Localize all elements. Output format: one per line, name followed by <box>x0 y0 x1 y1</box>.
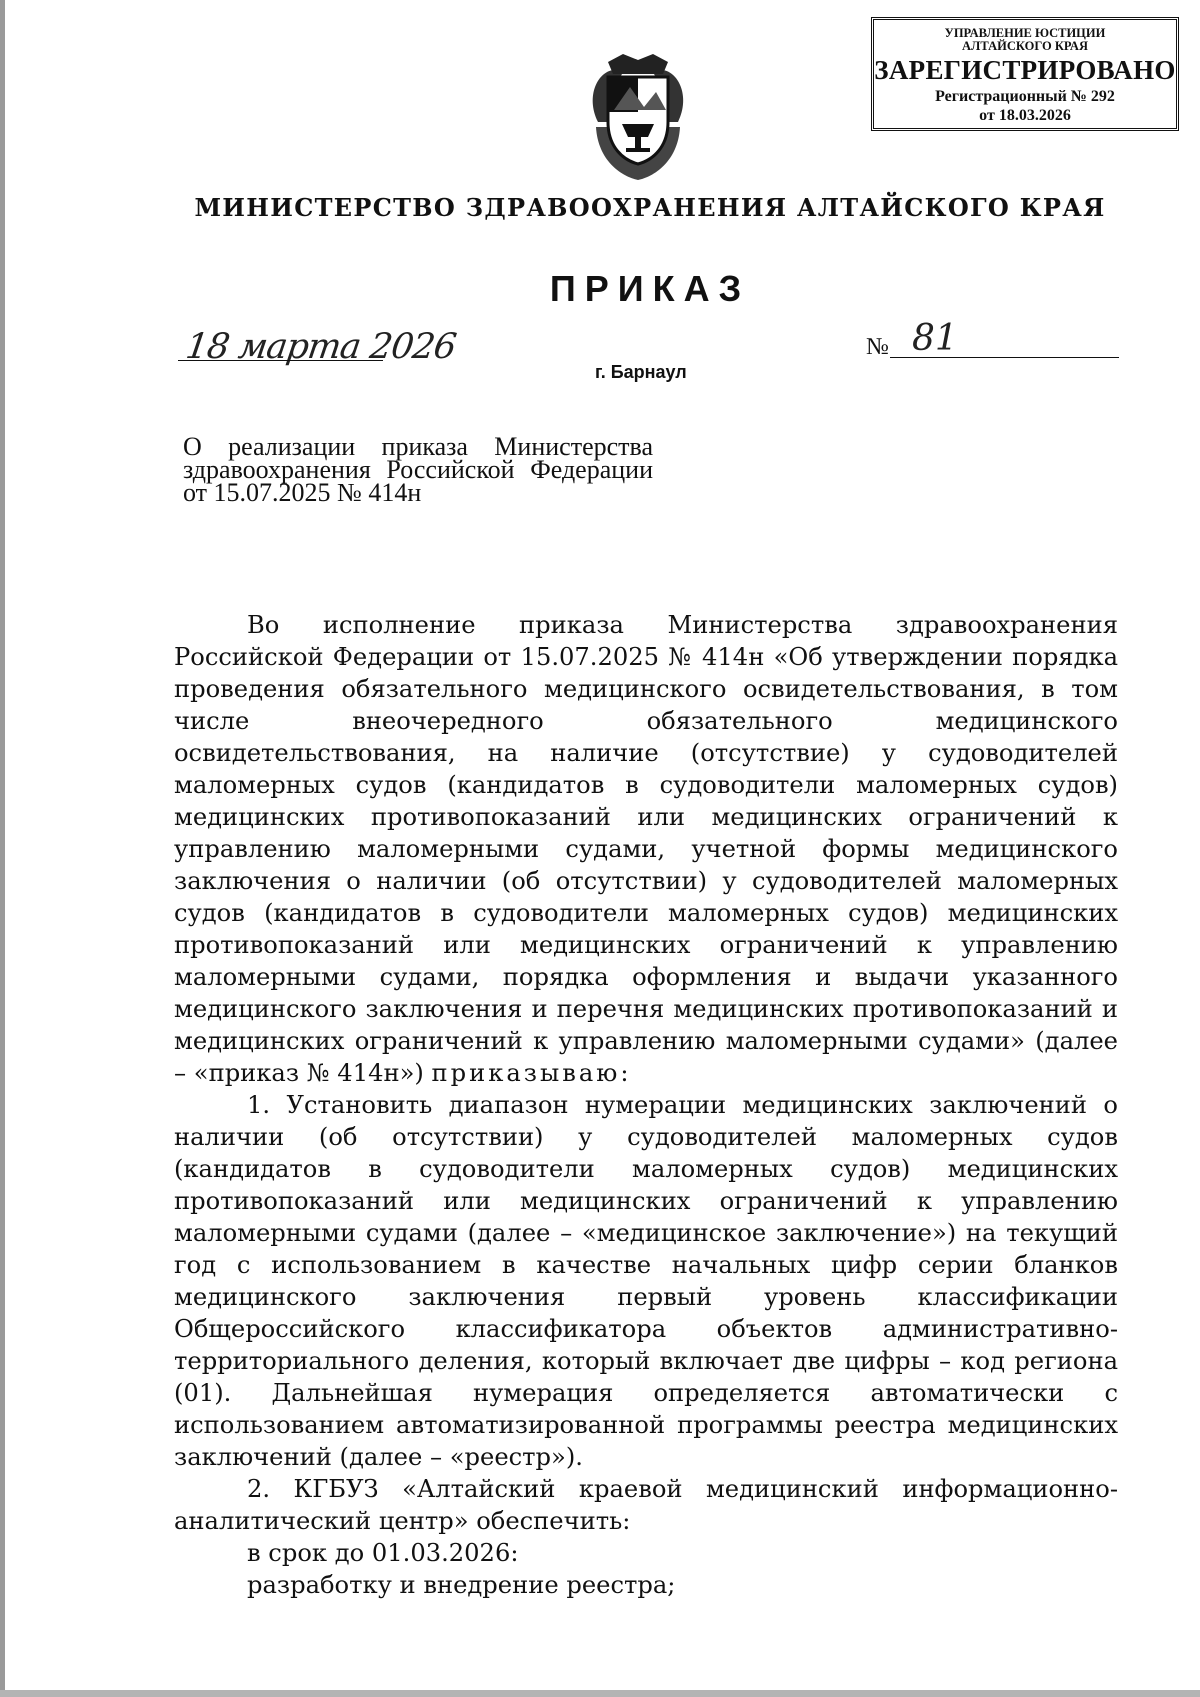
registration-stamp <box>871 17 1179 131</box>
item-2-paragraph: 2. КГБУЗ «Алтайский краевой медицинский информационно-аналитический центр» обеспечить: <box>174 1475 1118 1535</box>
stamp-authority-line1: УПРАВЛЕНИЕ ЮСТИЦИИ <box>944 26 1106 40</box>
order-subject: О реализации приказа Министерства здравоохранения Российской Федерации от 15.07.2025 № 414н <box>183 432 653 507</box>
handwritten-number: 81 <box>912 318 958 359</box>
order-body <box>174 609 1118 1601</box>
item-2-task: разработку и внедрение реестра; <box>247 1571 676 1599</box>
item-1-paragraph: 1. Установить диапазон нумерации медицинских заключений о наличии (об отсутствии) у судоводителей маломерных судов (кандидатов в судоводители маломерных судов) медицинских противопоказаний или медицинских ограничений к управлению маломерными судами (далее – «медицинское заключение») на текущий год с использованием в качестве начальных цифр серии бланков медицинского заключения первый уровень классификации Общероссийского классификатора объектов административно-территориального деления, который включает две цифры – код региона (01). Дальнейшая нумерация определяется автоматически с использованием автоматизированной программы реестра медицинских заключений (далее – «реестр»). <box>174 1091 1118 1471</box>
number-label: № <box>866 334 889 360</box>
stamp-registered: ЗАРЕГИСТРИРОВАНО <box>874 55 1176 85</box>
handwritten-date: 18 марта 2026 <box>183 327 459 367</box>
ministry-heading: МИНИСТЕРСТВО ЗДРАВООХРАНЕНИЯ АЛТАЙСКОГО КРАЯ <box>194 193 1106 222</box>
date-underline <box>178 360 383 361</box>
scan-edge-left <box>0 0 5 1697</box>
number-underline <box>890 357 1119 358</box>
altai-coat-of-arms-icon <box>578 52 698 182</box>
stamp-authority-line2: АЛТАЙСКОГО КРАЯ <box>962 39 1088 53</box>
preamble-paragraph <box>174 609 1118 1089</box>
item-2-deadline: в срок до 01.03.2026: <box>247 1539 519 1567</box>
order-word: приказываю: <box>431 1059 632 1087</box>
stamp-registration-number: Регистрационный № 292 <box>935 88 1115 105</box>
document-type-title: ПРИКАЗ <box>549 268 751 309</box>
preamble-text: Во исполнение приказа Министерства здравоохранения Российской Федерации от 15.07.2025 № 414н «Об утверждении порядка проведения обязательного медицинского освидетельствования, в том числе внеочередного обязательного медицинского освидетельствования, на наличие (отсутствие) у судоводителей маломерных судов (кандидатов в судоводители маломерных судов) медицинских противопоказаний или медицинских ограничений к управлению маломерными судами, учетной формы медицинского заключения о наличии (об отсутствии) у судоводителей маломерных судов (кандидатов в судоводители маломерных судов) медицинских противопоказаний или медицинских ограничений к управлению маломерными судами, порядка оформления и выдачи указанного медицинского заключения и перечня медицинских противопоказаний и медицинских ограничений к управлению маломерными судами» (далее – «приказ № 414н») <box>174 611 1118 1087</box>
city-label: г. Барнаул <box>595 362 687 382</box>
stamp-registration-date: от 18.03.2026 <box>979 107 1071 124</box>
scan-edge-bottom <box>0 1690 1200 1697</box>
